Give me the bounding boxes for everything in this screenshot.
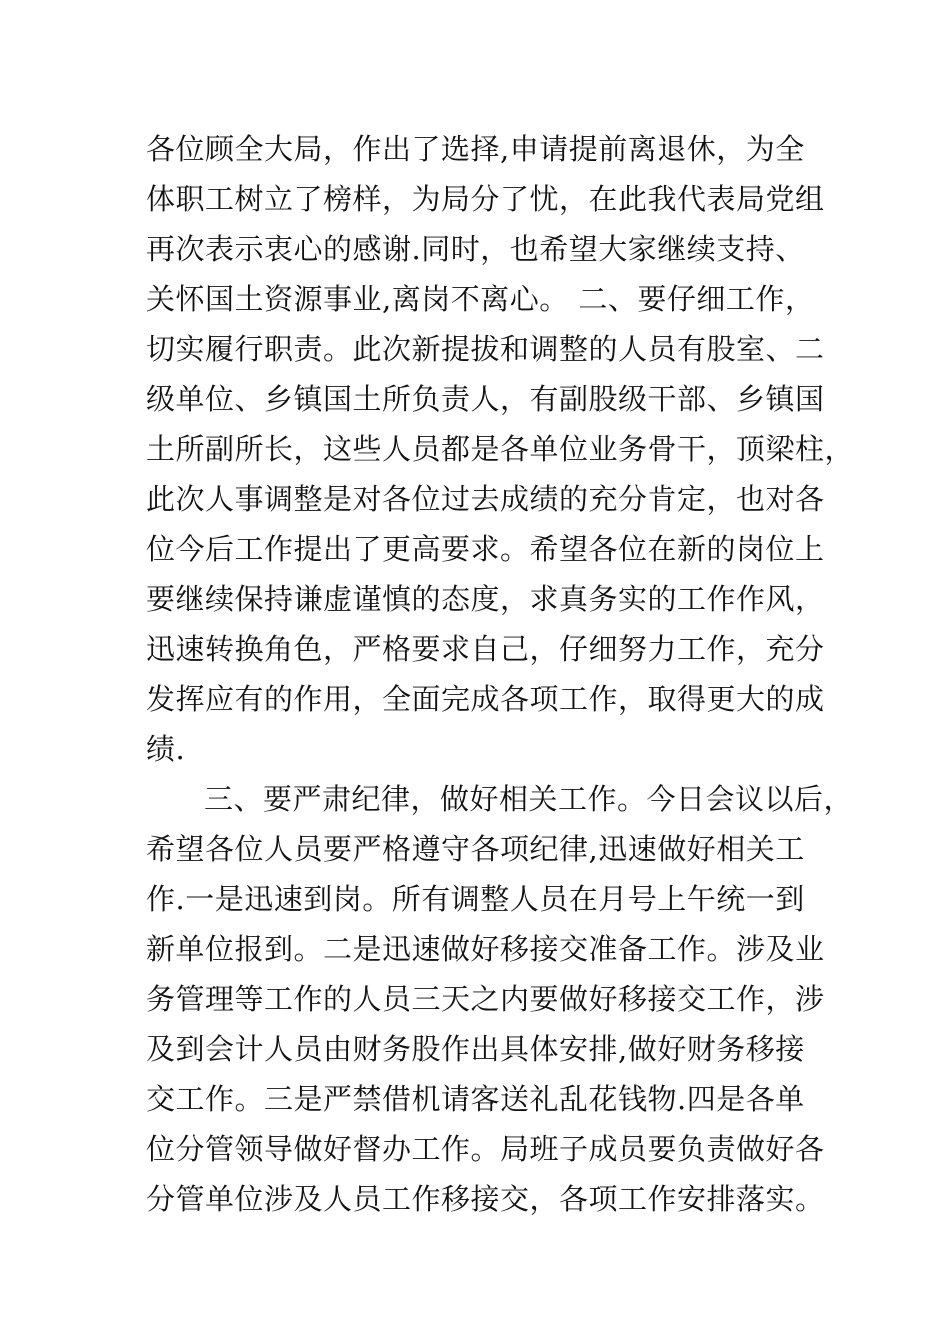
text-line: 要继续保持谦虚谨慎的态度，求真务实的工作作风， bbox=[146, 582, 825, 616]
text-line: 位今后工作提出了更高要求。希望各位在新的岗位上 bbox=[146, 532, 825, 566]
text-line: 位分管领导做好督办工作。局班子成员要负责做好各 bbox=[146, 1132, 825, 1166]
text-line: 及到会计人员由财务股作出具体安排,做好财务移接 bbox=[146, 1032, 805, 1066]
text-line: 作.一是迅速到岗。所有调整人员在月号上午统一到 bbox=[146, 882, 805, 916]
text-line: 再次表示衷心的感谢.同时，也希望大家继续支持、 bbox=[146, 232, 805, 266]
text-line: 迅速转换角色，严格要求自己，仔细努力工作，充分 bbox=[146, 632, 825, 666]
text-line: 此次人事调整是对各位过去成绩的充分肯定，也对各 bbox=[146, 482, 825, 516]
text-line: 各位顾全大局，作出了选择,申请提前离退休，为全 bbox=[146, 132, 805, 166]
text-line: 希望各位人员要严格遵守各项纪律,迅速做好相关工 bbox=[146, 832, 805, 866]
text-line: 关怀国土资源事业,离岗不离心。 二、要仔细工作， bbox=[146, 282, 815, 316]
text-line: 交工作。三是严禁借机请客送礼乱花钱物.四是各单 bbox=[146, 1082, 805, 1116]
text-line: 务管理等工作的人员三天之内要做好移接交工作，涉 bbox=[146, 982, 825, 1016]
text-line: 新单位报到。二是迅速做好移接交准备工作。涉及业 bbox=[146, 932, 825, 966]
paragraph-start-line: 三、要严肃纪律，做好相关工作。今日会议以后， bbox=[204, 782, 854, 816]
text-line: 切实履行职责。此次新提拔和调整的人员有股室、二 bbox=[146, 332, 825, 366]
text-line: 体职工树立了榜样，为局分了忧，在此我代表局党组 bbox=[146, 182, 825, 216]
text-line: 土所副所长，这些人员都是各单位业务骨干，顶梁柱， bbox=[146, 432, 855, 466]
text-line: 绩. bbox=[146, 732, 186, 766]
text-line: 分管单位涉及人员工作移接交，各项工作安排落实。 bbox=[146, 1182, 825, 1216]
text-line: 级单位、乡镇国土所负责人，有副股级干部、乡镇国 bbox=[146, 382, 825, 416]
text-line: 发挥应有的作用，全面完成各项工作，取得更大的成 bbox=[146, 682, 825, 716]
